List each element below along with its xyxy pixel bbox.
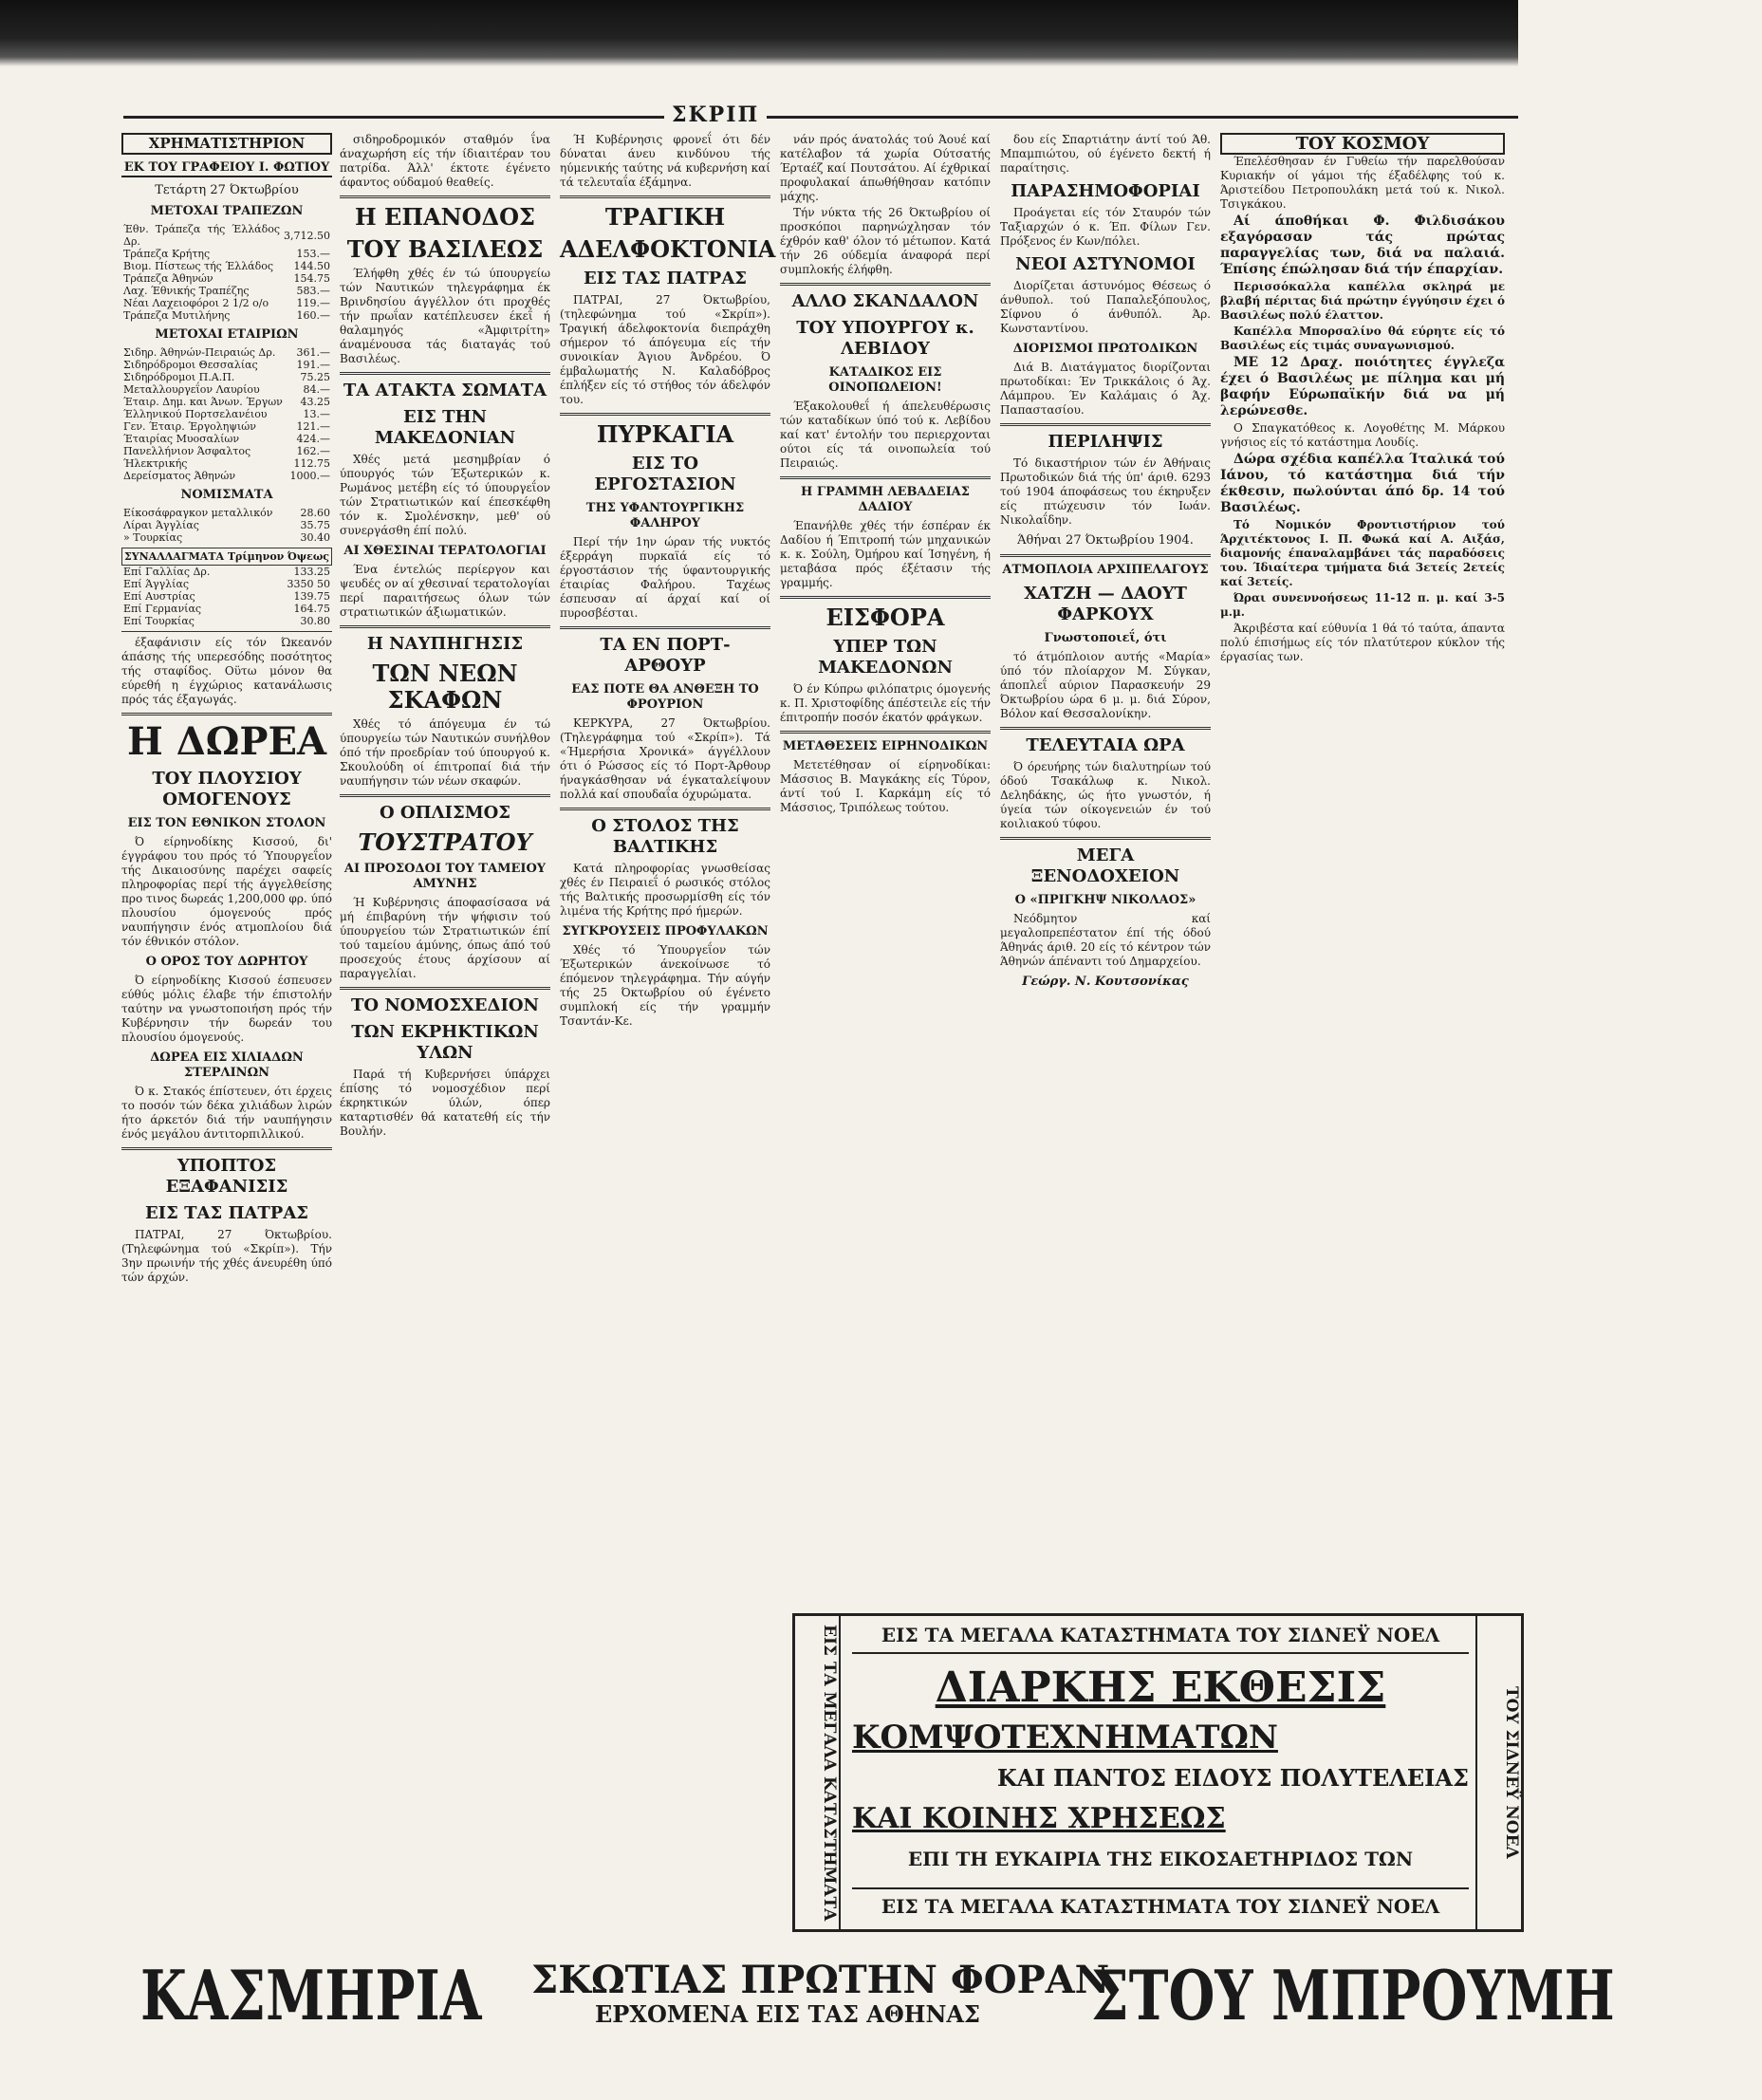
market-label: » Τουρκίας <box>123 531 183 544</box>
subhead-katadikos: ΚΑΤΑΔΙΚΟΣ ΕΙΣ ΟΙΝΟΠΩΛΕΙΟΝ! <box>828 365 942 395</box>
market-row <box>121 445 332 457</box>
currency-title: ΝΟΜΙΣΜΑΤΑ <box>180 488 273 502</box>
article-text: Χθές μετά μεσημβρίαν ό ύπουργός τών Έξωτερικών κ. Ρωμάνος μετέβη είς τό ύπουργεΐον τών Στρατιωτικών καί έπεσκέφθη τόν κ. Σμολένσκην, μεθ' ού συνεργάσθη έπί πολύ. <box>340 453 550 537</box>
ad-text: Ώραι συνεννοήσεως 11-12 π. μ. καί 3-5 μ.μ. <box>1220 591 1505 619</box>
noel-advert <box>792 1613 1524 1932</box>
column-5 <box>1000 133 1211 1594</box>
article-text: Νεόδμητον καί μεγαλοπρεπέστατον έπί τής όδού Άθηνάς άριθ. 20 είς τό κέντρον τών Άθηνών άπέναντι τού Δημαρχείου. <box>1000 912 1211 968</box>
headline-ekriktikon: ΤΩΝ ΕΚΡΗΚΤΙΚΩΝ ΥΛΩΝ <box>351 1022 539 1063</box>
market-label: Ήλεκτρικής <box>123 457 188 470</box>
article-text: ΠΑΤΡΑΙ, 27 Όκτωβρίου. (Τηλεφώνημα τού «Σκρίπ»). Τήν 3ην πρωινήν τής χθές άνευρέθη ύπό τών άρχών. <box>121 1228 332 1284</box>
companies-title: ΜΕΤΟΧΑΙ ΕΤΑΙΡΙΩΝ <box>155 327 299 342</box>
market-row <box>121 223 332 248</box>
exchange-title: ΣΥΝΑΛΛΑΓΜΑΤΑ <box>124 550 225 563</box>
page-title: ΣΚΡΙΠ <box>664 102 767 127</box>
article-text: Ό όρευήρης τών διαλυτηρίων τού όδού Τσακάλωφ κ. Νικολ. Δεληδάκης, ώς ήτο γνωστόν, ή ύγεία τών οίκογενειών έν τού κοιλιακού τύφου. <box>1000 760 1211 830</box>
market-row <box>121 408 332 420</box>
headline-skandalon: ΑΛΛΟ ΣΚΑΝΔΑΛΟΝ <box>791 291 979 311</box>
article-text: σιδηροδρομικόν σταθμόν ΐνα άναχωρήση είς τήν ίδιαιτέραν του πατρίδα. Άλλ' έκτοτε έγένετο άφαντος ούδαμού θεαθείς. <box>340 133 550 189</box>
masthead-rule <box>123 116 1518 119</box>
market-value: 164.75 <box>293 603 330 615</box>
article-text: Έπανήλθε χθές τήν έσπέραν έκ Δαδίου ή Έπιτροπή τών μηχανικών κ. κ. Σούλη, Όμήρου καί Ίσηγένη, ή μεταβάσα πρός έξέτασιν τής γραμμής. <box>780 519 991 589</box>
headline-vasileos: ΤΟΥ ΒΑΣΙΛΕΩΣ <box>346 235 544 263</box>
market-label: Επί Τουρκίας <box>123 615 195 627</box>
advert-bottom: ΕΙΣ ΤΑ ΜΕΓΑΛΑ ΚΑΤΑΣΤΗΜΑΤΑ ΤΟΥ ΣΙΔΝΕΫ ΝΟΕΛ <box>852 1887 1469 1918</box>
headline-eisfora: ΕΙΣΦΟΡΑ <box>825 604 945 631</box>
currency-table <box>121 507 332 544</box>
subhead-falirou: ΤΗΣ ΥΦΑΝΤΟΥΡΓΙΚΗΣ ΦΑΛΗΡΟΥ <box>585 501 745 530</box>
headline-fugitive: ΥΠΟΠΤΟΣ ΕΞΑΦΑΝΙΣΙΣ <box>165 1156 288 1197</box>
article-text: Μετετέθησαν οί είρηνοδίκαι: Μάσσιος Β. Μαγκάκης είς Τύρον, άντί τού Ι. Καρκάμη είς τό Μάσσιος, Τριπόλεως τούτου. <box>780 758 991 814</box>
market-row <box>121 603 332 615</box>
article-text: Τήν νύκτα τής 26 Όκτωβρίου οί προσκόποι παρηνώχλησαν τόν έχθρόν καθ' όλον τό μέτωπον. Κατά τήν 26 ούδεμία άναφορά περί συμπλοκής έλήφθη. <box>780 206 991 276</box>
market-label: Επί Γαλλίας Δρ. <box>123 566 211 578</box>
market-row <box>121 285 332 297</box>
market-row <box>121 507 332 519</box>
market-row <box>121 248 332 260</box>
market-label: Βιομ. Πίστεως τής Έλλάδος <box>123 260 273 272</box>
market-row <box>121 359 332 371</box>
article-text: Έξακολουθεΐ ή άπελευθέρωσις τών καταδίκων ύπό τού κ. Λεβίδου καί κατ' έντολήν του περιερχονται ούτοι είς τά οινοπωλεία τού Πειραιώς. <box>780 400 991 470</box>
market-label: Νέαι Λαχειοφόροι 2 1/2 ο/ο <box>123 297 269 309</box>
ad-text: Αί άποθήκαι Φ. Φιλδισάκου εξαγόρασαν τάς πρώτας παραγγελίας των, διά να παλαιά. Έπίσης έπώλησαν διά τήν έπαρχίαν. <box>1220 214 1505 277</box>
headline-fugitive-2: ΕΙΣ ΤΑΣ ΠΑΤΡΑΣ <box>144 1203 309 1223</box>
market-value: 75.25 <box>300 371 330 383</box>
market-row <box>121 578 332 590</box>
headline-stratou: ΤΟΥΣΤΡΑΤΟΥ <box>358 828 532 856</box>
advert-line-2: ΚΟΜΨΟΤΕΧΝΗΜΑΤΩΝ <box>852 1719 1278 1756</box>
headline-makedonia: ΕΙΣ ΤΗΝ ΜΑΚΕΔΟΝΙΑΝ <box>374 407 516 448</box>
market-label: Επί Άγγλίας <box>123 578 190 590</box>
market-value: 30.80 <box>300 615 330 627</box>
market-row <box>121 371 332 383</box>
article-text: Ό είρηνοδίκης Κισσού, δι' έγγράφου του πρός τό Ύπουργεΐον τής Δικαιοσύνης παρέχει σαφείς πληροφορίας περί τής άγγελθείσης προ τινος δωρεάς 1,200,000 φρ. ύπό πλουσίου όμογενούς πρός ναυπήγησιν ένός ατμοπλοίου διά τόν έθνικόν στόλον. <box>121 835 332 948</box>
market-label: Σιδηρ. Άθηνών-Πειραιώς Δρ. <box>123 346 276 359</box>
headline-diorismoi: ΔΙΟΡΙΣΜΟΙ ΠΡΩΤΟΔΙΚΩΝ <box>1012 342 1198 356</box>
headline-atmoploia: ΑΤΜΟΠΛΟΙΑ ΑΡΧΙΠΕΛΑΓΟΥΣ <box>1002 563 1209 577</box>
headline-parasimoforiai: ΠΑΡΑΣΗΜΟΦΟΡΙΑΙ <box>1011 181 1200 201</box>
headline-dorea: Η ΔΩΡΕΑ <box>127 719 326 764</box>
companies-table <box>121 346 332 482</box>
market-label: Τράπεζα Άθηνών <box>123 272 213 285</box>
subhead-doron: Ο ΟΡΟΣ ΤΟΥ ΔΩΡΗΤΟΥ <box>145 955 308 969</box>
article-text: Ό είρηνοδίκης Κισσού έσπευσεν εύθύς μόλις έλαβε τήν έπιστολήν ταύτην να γνωστοποιήση πρός τήν Κυβέρνησιν τήν δωρεάν του πλουσίου όμογενούς. <box>121 974 332 1044</box>
article-text: Ό έν Κύπρω φιλόπατρις όμογενής κ. Π. Χριστοφίδης άπέστειλε είς τήν έπιτροπήν ποσόν έκατόν φράγκων. <box>780 682 991 724</box>
subhead-frourion: ΕΑΣ ΠΟΤΕ ΘΑ ΑΝΘΕΞΗ ΤΟ ΦΡΟΥΡΙΟΝ <box>571 682 759 712</box>
headline-port-arthur: ΤΑ ΕΝ ΠΟΡΤ-ΑΡΘΟΥΡ <box>600 635 731 676</box>
article-text: ΚΕΡΚΥΡΑ, 27 Όκτωβρίου. (Τηλεγράφημα τού «Σκρίπ»). Τά «Ήμερήσια Χρονικά» άγγέλλουν ότι ό Ρώσσος είς τό Πορτ-Άρθουρ ήναγκάσθησαν νά έγκαταλείψουν πολλά καί σπουδαΐα όχυρώματα. <box>560 716 770 801</box>
scan-edge <box>0 0 1518 66</box>
article-text: Παρά τή Κυβερνήσει ύπάρχει έπίσης τό νομοσχέδιον περί έκρηκτικών ύλών, όπερ καταρτισθέν θά κατατεθή είς τήν Βουλήν. <box>340 1068 550 1138</box>
advert-side-right: ΤΟΥ ΣΙΔΝΕΫ ΝΟΕΛ <box>1475 1616 1521 1929</box>
market-row <box>121 457 332 470</box>
market-value: 154.75 <box>293 272 330 285</box>
market-value: 424.— <box>296 433 330 445</box>
market-label: Επί Αυστρίας <box>123 590 195 603</box>
article-text: Άκριβέστα καί εύθυνία 1 θά τό ταύτα, άπαντα πολύ έπισήμως είς τόν πλατύτερον κύκλον τής έργασίας των. <box>1220 622 1505 663</box>
exchange-col-3m: Τρίμηνον <box>227 550 285 563</box>
market-row <box>121 272 332 285</box>
article-text: Ο Σπαγκατόθεος κ. Λογοθέτης Μ. Μάρκου γνήσιος είς τό κατάστημα Λουδίς. <box>1220 421 1505 449</box>
market-row <box>121 470 332 482</box>
market-label: Τράπεζα Κρήτης <box>123 248 211 260</box>
subhead-sygkrouseis: ΣΥΓΚΡΟΥΣΕΙΣ ΠΡΟΦΥΛΑΚΩΝ <box>562 924 769 938</box>
headline-skafon: ΤΩΝ ΝΕΩΝ ΣΚΑΦΩΝ <box>372 660 518 714</box>
market-value: 153.— <box>296 248 330 260</box>
market-value: 43.25 <box>300 396 330 408</box>
market-label: Σιδηρόδρομοι Π.Α.Π. <box>123 371 235 383</box>
market-row <box>121 297 332 309</box>
article-text: Διά Β. Διατάγματος διορίζονται πρωτοδίκαι: Έν Τρικκάλοις ό Άχ. Λάμπρου. Έν Καλάμαις ό Άχ. Παπαστασίου. <box>1000 361 1211 417</box>
headline-pyrkagia: ΠΥΡΚΑΓΙΑ <box>596 420 734 448</box>
advert-line-3: ΚΑΙ ΠΑΝΤΟΣ ΕΙΔΟΥΣ ΠΟΛΥΤΕΛΕΙΑΣ <box>996 1764 1469 1792</box>
market-row <box>121 346 332 359</box>
headline-oplismos: Ο ΟΠΛΙΣΜΟΣ <box>379 803 511 823</box>
subhead-teratologiai: ΑΙ ΧΘΕΣΙΝΑΙ ΤΕΡΑΤΟΛΟΓΙΑΙ <box>343 544 547 558</box>
market-row <box>121 260 332 272</box>
market-label: Έταιρίας Μυοσαλίων <box>123 433 240 445</box>
article-text: Προάγεται είς τόν Σταυρόν τών Ταξιαρχών ό κ. Έπ. Φίλων Γεν. Πρόξενος έν Κων/πόλει. <box>1000 206 1211 248</box>
ad-kasmiria: ΚΑΣΜΗΡΙΑ <box>140 1955 482 2035</box>
market-row <box>121 531 332 544</box>
headline-epanodos: Η ΕΠΑΝΟΔΟΣ <box>355 203 535 231</box>
market-date: Τετάρτη 27 Όκτωβρίου <box>155 183 299 197</box>
headline-baltic: Ο ΣΤΟΛΟΣ ΤΗΣ ΒΑΛΤΙΚΗΣ <box>591 816 739 857</box>
market-box-title: ΧΡΗΜΑΤΙΣΤΗΡΙΟΝ <box>121 133 332 155</box>
kosmos-title: ΤΟΥ ΚΟΣΜΟΥ <box>1220 133 1505 155</box>
market-value: 139.75 <box>293 590 330 603</box>
article-text: Ή Κυβέρνησις φρονεΐ ότι δέν δύναται άνευ κινδύνου τής ηύμενικής ταύτης νά κυβερνήση καί τά τελευταΐα έξάμηνα. <box>560 133 770 189</box>
advert-side-left: ΕΙΣ ΤΑ ΜΕΓΑΛΑ ΚΑΤΑΣΤΗΜΑΤΑ <box>795 1616 841 1929</box>
ad-text: ΜΕ 12 Δραχ. ποιότητες έγγλεζα έχει ό Βασιλέως με πίλημα και μή βαφήν Εύρωπαϊκήν διά να μή λερώνεσθε. <box>1220 355 1505 418</box>
market-value: 583.— <box>296 285 330 297</box>
market-value: 84.— <box>303 383 330 396</box>
headline-naupigisis: Η ΝΑΥΠΗΓΗΣΙΣ <box>366 634 524 654</box>
market-value: 112.75 <box>293 457 330 470</box>
market-value: 133.25 <box>293 566 330 578</box>
advert-line-5: ΕΠΙ ΤΗ ΕΥΚΑΙΡΙΑ ΤΗΣ ΕΙΚΟΣΑΕΤΗΡΙΔΟΣ ΤΩΝ <box>907 1848 1414 1870</box>
market-label: Έλληνικού Πορτσελανέιου <box>123 408 268 420</box>
headline-ergostasion: ΕΙΣ ΤΟ ΕΡΓΟΣΤΑΣΙΟΝ <box>594 454 736 494</box>
market-value: 144.50 <box>293 260 330 272</box>
column-4 <box>780 133 991 1594</box>
headline-astynomoi: ΝΕΟΙ ΑΣΤΥΝΟΜΟΙ <box>1015 254 1196 274</box>
market-row <box>121 615 332 627</box>
article-text: Διορίζεται άστυνόμος Θέσεως ό άνθυπολ. τού Παπαλεξόπουλος, Σίφνου ό άνθυπόλ. Άρ. Κωνσταντίνου. <box>1000 279 1211 335</box>
market-label: Έταιρ. Δημ. και Άνων. Έργων <box>123 396 283 408</box>
article-text: Ένα έντελώς περίεργον και ψευδές ον αί χθεσιναί τερατολογίαι περί παραιτήσεως όλων τών στρατιωτικών άξιωματικών. <box>340 563 550 619</box>
subhead-gnostopoiei: Γνωστοποιεΐ, ότι <box>1044 631 1167 645</box>
market-label: Επί Γερμανίας <box>123 603 202 615</box>
headline-makedonon: ΥΠΕΡ ΤΩΝ ΜΑΚΕΔΟΝΩΝ <box>818 637 953 678</box>
hotel-signer: Γεώργ. Ν. Κουτσονίκας <box>1022 975 1189 989</box>
headline-dorea-sub2: ΕΙΣ ΤΟΝ ΕΘΝΙΚΟΝ ΣΤΟΛΟΝ <box>127 816 326 830</box>
headline-atakta: ΤΑ ΑΤΑΚΤΑ ΣΩΜΑΤΑ <box>343 381 547 400</box>
banks-title: ΜΕΤΟΧΑΙ ΤΡΑΠΕΖΩΝ <box>150 204 304 218</box>
market-label: Έθν. Τράπεζα τής Έλλάδος Δρ. <box>123 223 281 248</box>
article-text: Ή Κυβέρνησις άποφασίσασα νά μή έπιβαρύνη τήν ψήφισιν τού ύπουργείου τών Στρατιωτικών έπί τού ταμείου άμύνης, όπως άπό τού προσεχούς έτους άρχίσουν αί παραγγελίαι. <box>340 896 550 980</box>
market-row <box>121 396 332 408</box>
market-row <box>121 309 332 322</box>
market-value: 119.— <box>296 297 330 309</box>
market-value: 121.— <box>296 420 330 433</box>
advert-line-1: ΔΙΑΡΚΗΣ ΕΚΘΕΣΙΣ <box>935 1663 1386 1712</box>
market-value: 1000.— <box>289 470 330 482</box>
article-text: Χθές τό Ύπουργεΐον τών Έξωτερικών άνεκοίνωσε τό έπόμενον τηλεγράφημα. Τήν αύγήν τής 25 Όκτωβρίου ού έγένετο συμπλοκή είς τήν γραμμήν Τσαντάν-Κε. <box>560 943 770 1028</box>
market-label: Μεταλλουργεΐον Λαυρίου <box>123 383 260 396</box>
ad-text: Καπέλλα Μπορσαλίνο θά εύρητε είς τό Βασιλέως είς τιμάς συναγωνισμού. <box>1220 325 1505 352</box>
market-value: 13.— <box>303 408 330 420</box>
market-label: Δερείσματος Άθηνών <box>123 470 236 482</box>
subhead-prigkips: Ο «ΠΡΙΓΚΗΨ ΝΙΚΟΛΑΟΣ» <box>1014 893 1196 907</box>
headline-metatheseis: ΜΕΤΑΘΕΣΕΙΣ ΕΙΡΗΝΟΔΙΚΩΝ <box>782 739 989 753</box>
ad-skotias-sub: ΕΡΧΟΜΕΝΑ ΕΙΣ ΤΑΣ ΑΘΗΝΑΣ <box>594 2000 981 2028</box>
market-row <box>121 519 332 531</box>
subhead-tameiou: ΑΙ ΠΡΟΣΟΔΟΙ ΤΟΥ ΤΑΜΕΙΟΥ ΑΜΥΝΗΣ <box>343 862 547 891</box>
market-value: 30.40 <box>300 531 330 544</box>
ad-text: Τό Νομικόν Φροντιστήριον τού Άρχιτέκτονος Ι. Π. Φωκά καί Α. Αιξάσ, διαμονής έπαναλαμβάνει τάς παραδόσεις του. Ίδιαίτερα τμήματα διά 3ετείς 2ετείς καί 3ετείς. <box>1220 518 1505 588</box>
article-text: Έπελέσθησαν έν Γυθείω τήν παρελθούσαν Κυριακήν οί γάμοι τής έξαδέλφης τού κ. Άριστείδου Πετροπουλάκη μετά τού κ. Νικολ. Τσιγκάκου. <box>1220 155 1505 211</box>
market-value: 3,712.50 <box>284 229 330 242</box>
advert-top: ΕΙΣ ΤΑ ΜΕΓΑΛΑ ΚΑΤΑΣΤΗΜΑΤΑ ΤΟΥ ΣΙΔΝΕΫ ΝΟΕΛ <box>852 1624 1469 1654</box>
article-text: Τό δικαστήριον τών έν Άθήναις Πρωτοδικών διά τής ύπ' άριθ. 6293 τού 1904 άποφάσεως του έκηρυξεν είς πτώχευσιν τόν Ιωάν. Νικολαΐδην. <box>1000 456 1211 527</box>
column-3 <box>560 133 776 1594</box>
column-2 <box>340 133 550 1594</box>
ad-skotias <box>531 1958 1110 2028</box>
article-text: Ό κ. Στακός έπίστευεν, ότι έρχεις το ποσόν τών δέκα χιλιάδων λιρών ήτο άρκετόν διά τήν ναυπήγησιν ένός μεγάλου άντιτορπιλλικού. <box>121 1085 332 1141</box>
market-label: Σιδηρόδρομοι Θεσσαλίας <box>123 359 258 371</box>
article-text: ΠΑΤΡΑΙ, 27 Όκτωβρίου, (τηλεφώνημα τού «Σκρίπ»). Τραγική άδελφοκτονία διεπράχθη σήμερον τό άπόγευμα είς τήν συνοικίαν Άγιου Άνδρέου. Ό έμβαλωματής Ν. Καλαδόβρος έπλήξεν είς τό στήθος τόν άδελφόν του. <box>560 293 770 406</box>
ad-broumi: ΣΤΟΥ ΜΠΡΟΥΜΗ <box>1091 1955 1615 2035</box>
market-value: 3350 50 <box>287 578 330 590</box>
market-value: 35.75 <box>300 519 330 531</box>
market-label: Τράπεζα Μυτιλήνης <box>123 309 231 322</box>
market-value: 160.— <box>296 309 330 322</box>
notice-date: Άθήναι 27 Όκτωβρίου 1904. <box>1017 533 1194 548</box>
article-text: έξαφάνισιν είς τόν Ώκεανόν άπάσης τής υπερεσόδης ποσότητος τής σταφίδος. Οϋτω μόνον θα εύρεθή η έγχώριος κατανάλωσις πρός τάς έξαγωγάς. <box>121 636 332 706</box>
headline-grammi: Η ΓΡΑΜΜΗ ΛΕΒΑΔΕΙΑΣ ΔΑΔΙΟΥ <box>801 485 970 514</box>
headline-adelfoktonia: ΑΔΕΛΦΟΚΤΟΝΙΑ <box>560 235 776 263</box>
market-label: Πανελλήνιον Άσφαλτος <box>123 445 251 457</box>
column-6 <box>1220 133 1505 1594</box>
ad-skotias-title: ΣΚΩΤΙΑΣ ΠΡΩΤΗΝ ΦΟΡΑΝ <box>531 1958 1110 2002</box>
advert-line-4: ΚΑΙ ΚΟΙΝΗΣ ΧΡΗΣΕΩΣ <box>852 1802 1226 1835</box>
headline-levidou: ΤΟΥ ΥΠΟΥΡΓΟΥ κ. ΛΕΒΙΔΟΥ <box>796 318 974 359</box>
headline-patras: ΕΙΣ ΤΑΣ ΠΑΤΡΑΣ <box>583 269 748 288</box>
market-label: Λίραι Άγγλίας <box>123 519 199 531</box>
market-row <box>121 433 332 445</box>
banks-table <box>121 223 332 322</box>
market-value: 28.60 <box>300 507 330 519</box>
article-text: Περί τήν 1ην ώραν τής νυκτός έξερράγη πυρκαϊά είς τό έργοστάσιον τής ύφαντουργικής έταιρίας Φαλήρου. Ταχέως έσπευσαν αί άρχαί καί οί πυροσβέσται. <box>560 535 770 620</box>
article-text: δου είς Σπαρτιάτην άντί τού Άθ. Μπαμπιώτου, ού έγένετο δεκτή ή παραίτησις. <box>1000 133 1211 175</box>
market-value: 162.— <box>296 445 330 457</box>
market-row <box>121 383 332 396</box>
article-text: νάν πρός άνατολάς τού Άουέ καί κατέλαβον τά χωρία Ούτσατής Έρταέζ καί Πουτσάτου. Αί έχθρικαί προφυλακαί άπωθήθησαν κατόπιν μάχης. <box>780 133 991 203</box>
ad-text: Περισσόκαλλα καπέλλα σκληρά με βλαβή πέριτας διά πρώτην έγγύησιν έχει ό Βασιλέως πολύ έλαττον. <box>1220 280 1505 322</box>
article-text: Χθές τό άπόγευμα έν τώ ύπουργείω τών Ναυτικών συνήλθον όπό τήν προεδρίαν τού ύπουργού κ. Σκουλούδη οί έπιτροπαί διά τήν ναυπήγησιν τών νέων σκαφών. <box>340 717 550 788</box>
headline-dorea-sub: ΤΟΥ ΠΛΟΥΣΙΟΥ ΟΜΟΓΕΝΟΥΣ <box>152 769 302 809</box>
headline-xenodoxeion: ΜΕΓΑ ΞΕΝΟΔΟΧΕΙΟΝ <box>1030 846 1180 886</box>
headline-perilipsis: ΠΕΡΙΛΗΨΙΣ <box>1048 432 1163 452</box>
column-1 <box>121 133 332 1964</box>
market-label: Γεν. Έταιρ. Έργοληψιών <box>123 420 256 433</box>
exchange-header <box>121 548 332 566</box>
market-box-sub: ΕΚ ΤΟΥ ΓΡΑΦΕΙΟΥ Ι. ΦΩΤΙΟΥ <box>121 160 332 177</box>
market-row <box>121 566 332 578</box>
market-value: 361.— <box>296 346 330 359</box>
headline-teleutaia-ora: ΤΕΛΕΥΤΑΙΑ ΩΡΑ <box>1026 735 1185 755</box>
market-row <box>121 420 332 433</box>
market-label: Λαχ. Έθνικής Τραπέζης <box>123 285 250 297</box>
headline-nomosxedion: ΤΟ ΝΟΜΟΣΧΕΔΙΟΝ <box>350 995 539 1015</box>
market-label: Είκοσάφραγκον μεταλλικόν <box>123 507 273 519</box>
subhead-sterlina: ΔΩΡΕΑ ΕΙΣ ΧΙΛΙΑΔΩΝ ΣΤΕΡΛΙΝΩΝ <box>150 1050 304 1080</box>
article-text: Κατά πληροφορίας γνωσθείσας χθές έν Πειραιεΐ ό ρωσικός στόλος τής Βαλτικής προσωρμίσθη είς τόν λιμένα τής Κρήτης πρό ήμερών. <box>560 862 770 918</box>
headline-tragiki: ΤΡΑΓΙΚΗ <box>604 203 726 231</box>
article-text: τό άτμόπλοιον αυτής «Μαρία» ύπό τόν πλοίαρχον Μ. Σύγκαν, άποπλεΐ αύριον Παρασκευήν 29 Όκτωβρίου ώρα 6 μ. μ. διά Σύρον, Βόλον καί Θεσσαλονίκην. <box>1000 650 1211 720</box>
ad-text: Δώρα σχέδια καπέλλα Ίταλικά τού Ιάνου, τό κατάστημα διά τήν έκθεσιν, πωλούνται άπό δρ. 14 τού Βασιλέως. <box>1220 452 1505 515</box>
exchange-table <box>121 566 332 627</box>
headline-xatzi: ΧΑΤΖΗ — ΔΑΟΥΤ ΦΑΡΚΟΥΧ <box>1024 584 1187 624</box>
market-value: 191.— <box>296 359 330 371</box>
exchange-col-sight: Όψεως <box>287 550 329 563</box>
market-row <box>121 590 332 603</box>
article-text: Έλήφθη χθές έν τώ ύπουργείω τών Ναυτικών τηλεγράφημα έκ Βρινδησίου άγγέλλον ότι προχθές τήν πρωΐαν κατέπλευσεν έκεΐ ή θαλαμηγός «Άμφιτρίτη» άναμένουσα τάς διαταγάς τού Βασιλέως. <box>340 267 550 365</box>
